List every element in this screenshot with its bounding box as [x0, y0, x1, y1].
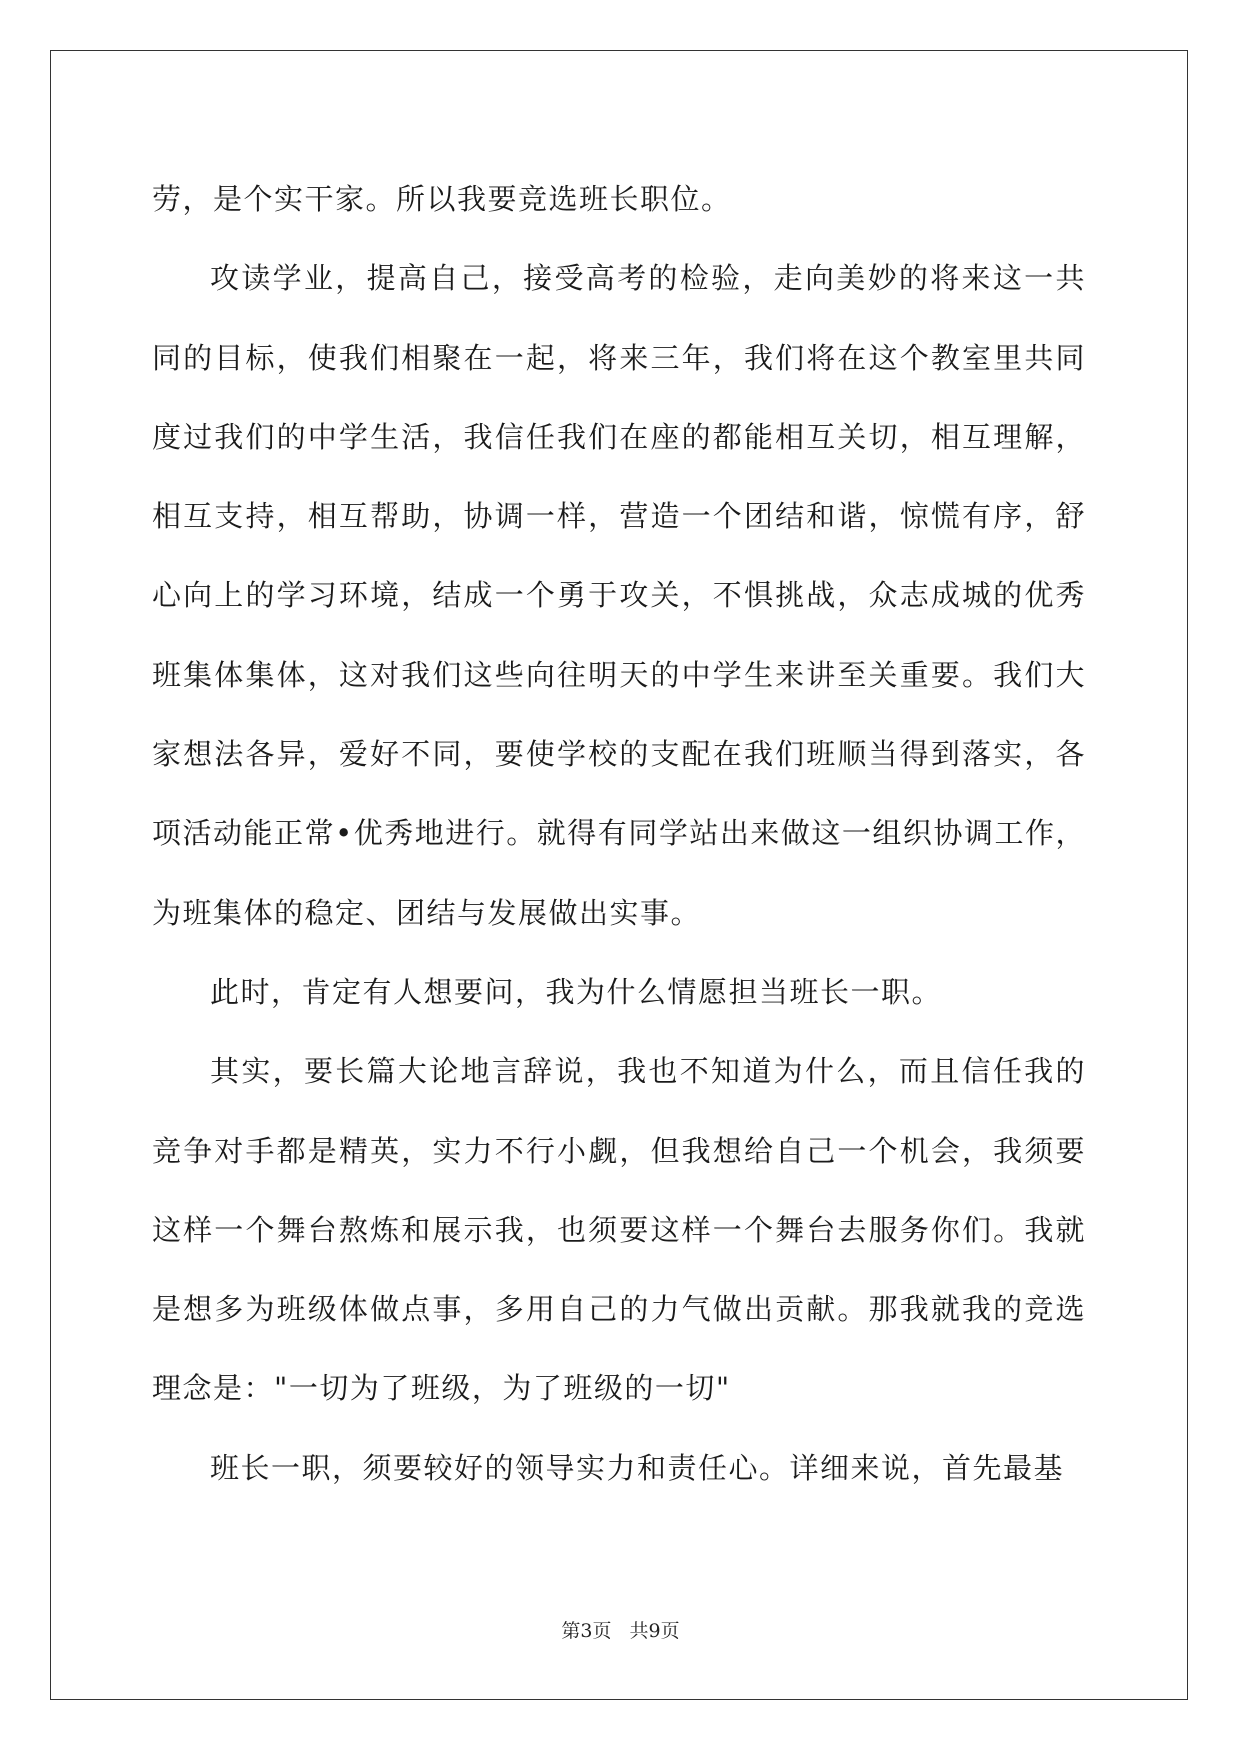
document-body — [152, 160, 1086, 1508]
paragraph-3: 此时，肯定有人想要问，我为什么情愿担当班长一职。 — [210, 974, 943, 1009]
paragraph-4: 其实，要长篇大论地言辞说，我也不知道为什么，而且信任我的竞争对手都是精英，实力不行小觑，但我想给自己一个机会，我须要这样一个舞台熬炼和展示我，也须要这样一个舞台去服务你们。我就是想多为班级体做点事，多用自己的力气做出贡献。那我就我的竞选理念是："一切为了班级，为了班级的一切" — [152, 1054, 1086, 1406]
page-number: 第3页 — [561, 1620, 612, 1642]
page-footer — [0, 1618, 1241, 1644]
paragraph-2: 攻读学业，提高自己，接受高考的检验，走向美妙的将来这一共同的目标，使我们相聚在一起，将来三年，我们将在这个教室里共同度过我们的中学生活，我信任我们在座的都能相互关切，相互理解，相互支持，相互帮助，协调一样，营造一个团结和谐，惊慌有序，舒心向上的学习环境，结成一个勇于攻关，不惧挑战，众志成城的优秀班集体集体，这对我们这些向往明天的中学生来讲至关重要。我们大家想法各异，爱好不同，要使学校的支配在我们班顺当得到落实，各项活动能正常•优秀地进行。就得有同学站出来做这一组织协调工作，为班集体的稳定、团结与发展做出实事。 — [152, 261, 1086, 930]
paragraph-1: 劳，是个实干家。所以我要竞选班长职位。 — [152, 182, 732, 216]
page-total: 共9页 — [629, 1620, 680, 1642]
paragraph-5: 班长一职，须要较好的领导实力和责任心。详细来说，首先最基 — [210, 1450, 1065, 1485]
